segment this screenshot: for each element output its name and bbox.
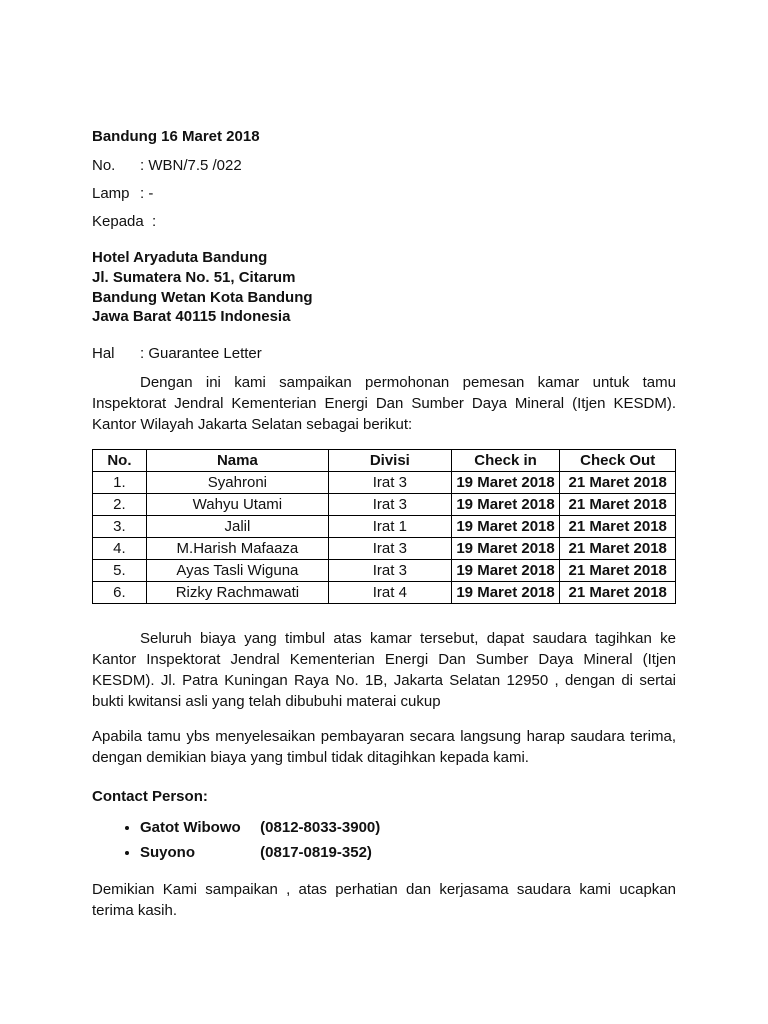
recipient-name: Hotel Aryaduta Bandung	[92, 249, 268, 266]
header-no: No.	[93, 450, 147, 472]
cell-divisi: Irat 3	[328, 494, 451, 516]
letter-date: Bandung 16 Maret 2018	[92, 128, 260, 145]
letter-document	[92, 126, 676, 935]
cell-check-out: 21 Maret 2018	[560, 538, 676, 560]
cell-check-out: 21 Maret 2018	[560, 516, 676, 538]
table-row	[93, 560, 676, 582]
table-row	[93, 582, 676, 604]
cell-divisi: Irat 4	[328, 582, 451, 604]
meta-line-lamp	[92, 183, 676, 204]
cell-check-out: 21 Maret 2018	[560, 582, 676, 604]
meta-line-no	[92, 155, 676, 176]
subject-label: Hal	[92, 345, 115, 363]
meta-value-no: : WBN/7.5 /022	[140, 157, 242, 174]
cell-check-in: 19 Maret 2018	[451, 560, 560, 582]
cell-nama: Wahyu Utami	[146, 494, 328, 516]
recipient-street: Jl. Sumatera No. 51, Citarum	[92, 268, 296, 286]
cell-check-in: 19 Maret 2018	[451, 538, 560, 560]
table-row	[93, 538, 676, 560]
table-row	[93, 494, 676, 516]
cell-no: 1.	[93, 472, 147, 494]
contact-name: Gatot Wibowo	[140, 819, 241, 837]
cell-nama: Ayas Tasli Wiguna	[146, 560, 328, 582]
cell-divisi: Irat 3	[328, 472, 451, 494]
cell-no: 5.	[93, 560, 147, 582]
cell-nama: Rizky Rachmawati	[146, 582, 328, 604]
cell-nama: Syahroni	[146, 472, 328, 494]
contact-person-heading: Contact Person:	[92, 788, 208, 806]
recipient-region: Jawa Barat 40115 Indonesia	[92, 308, 291, 326]
recipient-city: Bandung Wetan Kota Bandung	[92, 288, 313, 306]
cell-divisi: Irat 3	[328, 538, 451, 560]
cell-check-in: 19 Maret 2018	[451, 582, 560, 604]
cell-check-in: 19 Maret 2018	[451, 516, 560, 538]
contact-list-item	[140, 817, 676, 838]
header-divisi: Divisi	[328, 450, 451, 472]
cell-divisi: Irat 1	[328, 516, 451, 538]
cell-nama: Jalil	[146, 516, 328, 538]
guest-table	[92, 449, 676, 604]
recipient-block	[92, 248, 676, 327]
cell-check-in: 19 Maret 2018	[451, 472, 560, 494]
cell-check-out: 21 Maret 2018	[560, 472, 676, 494]
table-row	[93, 516, 676, 538]
meta-label-kepada: Kepada	[92, 213, 144, 230]
header-check-in: Check in	[451, 450, 560, 472]
cell-no: 6.	[93, 582, 147, 604]
meta-value-lamp: : -	[140, 185, 154, 202]
contact-list	[92, 817, 676, 863]
closing-paragraph: Demikian Kami sampaikan , atas perhatian dan kerjasama saudara kami ucapkan terima kasih.	[92, 881, 676, 920]
subject-line	[92, 343, 676, 364]
subject-value: : Guarantee Letter	[140, 345, 262, 363]
cell-no: 3.	[93, 516, 147, 538]
meta-label-no: No.	[92, 157, 116, 174]
contact-list-item	[140, 842, 676, 863]
intro-paragraph: Dengan ini kami sampaikan permohonan pemesan kamar untuk tamu Inspektorat Jendral Kementerian Energi Dan Sumber Daya Mineral (Itjen KESDM). Kantor Wilayah Jakarta Selatan sebagai berikut:	[92, 374, 676, 434]
cell-no: 4.	[93, 538, 147, 560]
cell-nama: M.Harish Mafaaza	[146, 538, 328, 560]
cell-check-out: 21 Maret 2018	[560, 494, 676, 516]
contact-phone: (0812-8033-3900)	[260, 819, 381, 837]
meta-value-kepada: :	[152, 213, 157, 230]
payment-paragraph: Apabila tamu ybs menyelesaikan pembayaran secara langsung harap saudara terima, dengan demikian biaya yang timbul tidak ditagihkan kepada kami.	[92, 728, 676, 767]
meta-line-kepada	[92, 211, 676, 232]
billing-paragraph: Seluruh biaya yang timbul atas kamar tersebut, dapat saudara tagihkan ke Kantor Inspektorat Jendral Kementerian Energi Dan Sumber Daya Mineral (Itjen KESDM). Jl. Patra Kuningan Raya No. 1B, Jakarta Selatan 12950 , dengan di sertai bukti kwitansi asli yang telah dibubuhi materai cukup	[92, 630, 676, 711]
table-header-row	[93, 450, 676, 472]
header-nama: Nama	[146, 450, 328, 472]
cell-divisi: Irat 3	[328, 560, 451, 582]
cell-no: 2.	[93, 494, 147, 516]
header-check-out: Check Out	[560, 450, 676, 472]
contact-name: Suyono	[140, 844, 195, 862]
table-row	[93, 472, 676, 494]
cell-check-out: 21 Maret 2018	[560, 560, 676, 582]
meta-label-lamp: Lamp	[92, 185, 130, 202]
cell-check-in: 19 Maret 2018	[451, 494, 560, 516]
contact-phone: (0817-0819-352)	[260, 844, 372, 862]
